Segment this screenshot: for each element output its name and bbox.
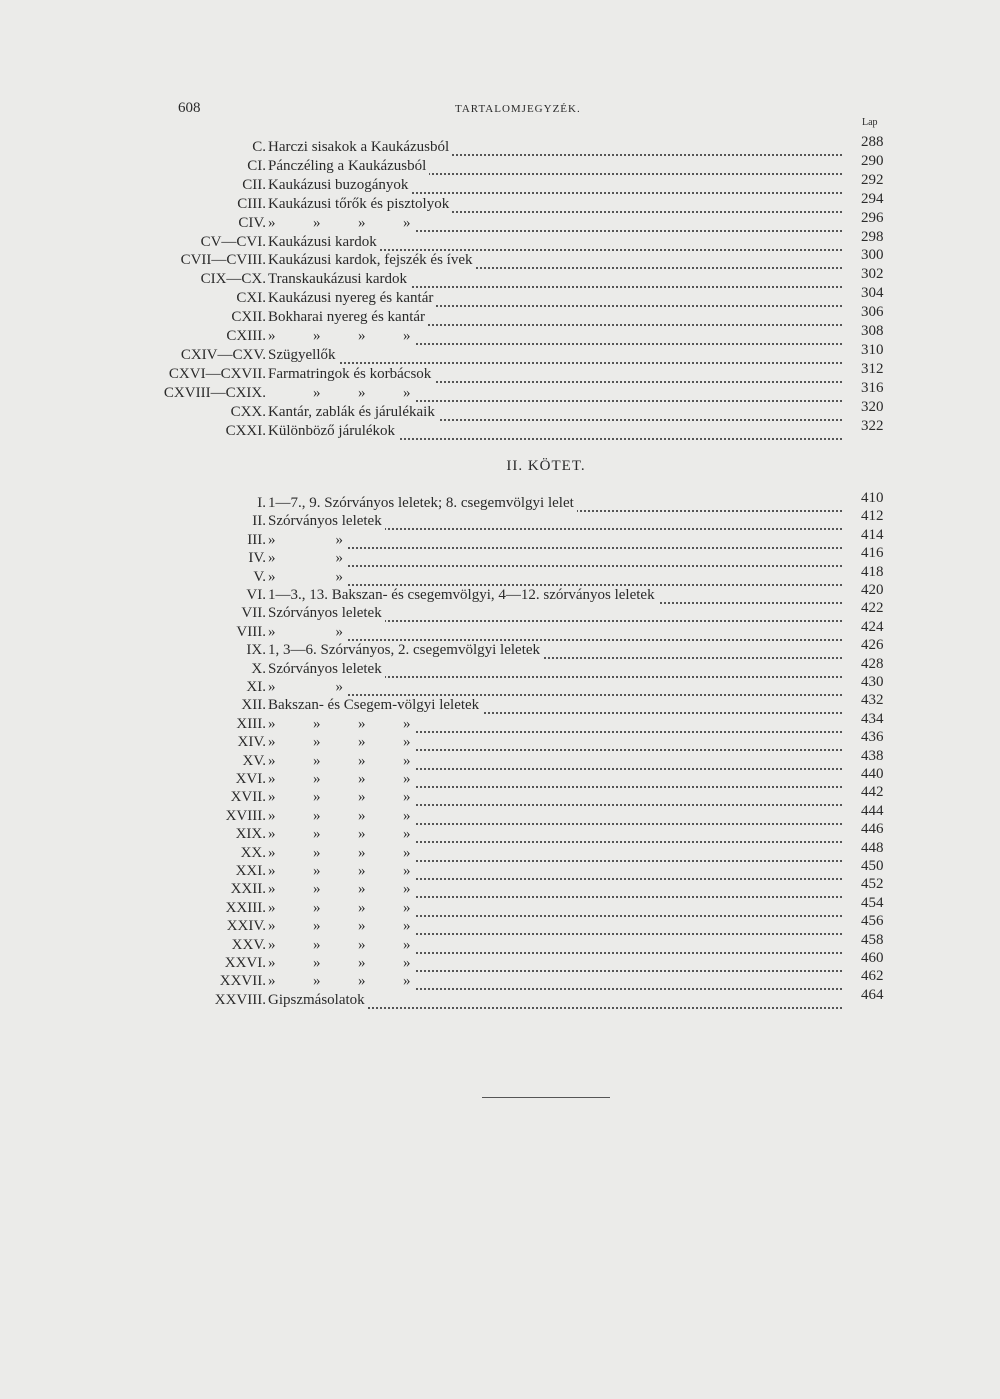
toc-entry: [0, 655, 1000, 678]
entry-title: Kaukázusi buzogányok: [268, 176, 411, 194]
toc-entry: [0, 968, 1000, 990]
toc-entry: [0, 950, 1000, 972]
plate-number: XXIII.: [225, 899, 266, 916]
plate-number: CV—CVI.: [200, 233, 266, 250]
toc-entry: [0, 839, 1000, 862]
toc-entry: [0, 508, 1000, 530]
toc-entry: [0, 247, 1000, 269]
dot-leader: [268, 680, 842, 696]
page-reference: 420: [861, 582, 884, 598]
toc-entry: [0, 894, 1000, 917]
page-reference: 432: [861, 692, 884, 709]
page-column-label: Lap: [862, 117, 878, 128]
toc-entry: [0, 618, 1000, 641]
entry-title: » » » »: [268, 788, 414, 806]
entry-title: » »: [268, 678, 346, 696]
entry-title: Bokharai nyereg és kantár: [268, 308, 428, 326]
plate-number: CIX—CX.: [200, 271, 266, 288]
page-reference: 304: [861, 285, 884, 302]
plate-number: CXIII.: [226, 328, 266, 344]
page-reference: 458: [861, 931, 884, 948]
page-reference: 430: [861, 674, 884, 690]
plate-number: CIV.: [238, 214, 266, 231]
closing-rule: [482, 1097, 610, 1098]
entry-title: » » »: [268, 384, 414, 402]
toc-entry: [0, 360, 1000, 383]
toc-entry: [0, 526, 1000, 549]
toc-entry: [0, 582, 1000, 604]
entry-title: Transkaukázusi kardok: [268, 270, 410, 288]
toc-entry: [0, 692, 1000, 714]
page-reference: 442: [861, 784, 884, 801]
dot-leader: [268, 533, 842, 549]
entry-title: » » » »: [268, 899, 414, 917]
toc-entry: [0, 821, 1000, 843]
plate-number: XVI.: [235, 771, 266, 787]
plate-number: V.: [253, 568, 266, 585]
dot-leader: [268, 570, 842, 586]
plate-number: CI.: [247, 157, 266, 174]
dot-leader: [268, 551, 842, 567]
entry-title: » » » »: [268, 807, 414, 825]
plate-number: CXII.: [231, 309, 266, 326]
plate-number: II.: [252, 513, 266, 530]
page-reference: 294: [861, 190, 884, 207]
plate-number: VII.: [241, 605, 266, 622]
toc-entry: [0, 152, 1000, 175]
entry-title: Kaukázusi kardok: [268, 233, 380, 251]
plate-number: XX.: [240, 844, 266, 861]
toc-entry: [0, 134, 1000, 156]
toc-entry: [0, 931, 1000, 954]
entry-title: 1—7., 9. Szórványos leletek; 8. csegemvölgyi lelet: [268, 494, 577, 512]
plate-number: XVII.: [230, 789, 266, 806]
entry-title: Harczi sisakok a Kaukázusból: [268, 138, 452, 156]
toc-entry: [0, 729, 1000, 751]
plate-number: XXII.: [230, 881, 266, 898]
toc-entry: [0, 563, 1000, 586]
toc-entry: [0, 986, 1000, 1009]
page-reference: 428: [861, 655, 884, 672]
page-reference: 308: [861, 323, 884, 339]
page-reference: 418: [861, 563, 884, 580]
toc-entry: [0, 802, 1000, 825]
page-reference: 454: [861, 894, 884, 911]
running-head: TARTALOMJEGYZÉK.: [455, 103, 581, 115]
page-reference: 312: [861, 360, 884, 377]
toc-entry: [0, 490, 1000, 512]
page-reference: 448: [861, 839, 884, 856]
dot-leader: [268, 348, 842, 364]
page-reference: 424: [861, 618, 884, 635]
toc-entry: [0, 858, 1000, 880]
entry-title: Farmatringok és korbácsok: [268, 365, 434, 383]
page-reference: 440: [861, 766, 884, 782]
entry-title: » » » »: [268, 214, 414, 232]
entry-title: » » » »: [268, 880, 414, 898]
plate-number: I.: [257, 495, 266, 511]
plate-number: XV.: [242, 752, 266, 769]
entry-title: » » » »: [268, 917, 414, 935]
entry-title: Szórványos leletek: [268, 660, 385, 678]
page-reference: 452: [861, 876, 884, 893]
plate-number: III.: [247, 531, 266, 548]
entry-title: Bakszan- és Csegem-völgyi leletek: [268, 696, 482, 714]
page-reference: 306: [861, 304, 884, 321]
toc-entry: [0, 171, 1000, 194]
toc-entry: [0, 379, 1000, 402]
plate-number: XXI.: [235, 863, 266, 879]
plate-number: CXX.: [230, 403, 266, 420]
plate-number: CVII—CVIII.: [180, 252, 266, 269]
toc-entry: [0, 190, 1000, 213]
entry-title: » » » »: [268, 327, 414, 345]
entry-title: » » » »: [268, 733, 414, 751]
toc-entry: [0, 266, 1000, 288]
entry-title: » »: [268, 531, 346, 549]
page-reference: 410: [861, 490, 884, 506]
entry-title: » » » »: [268, 936, 414, 954]
toc-entry: [0, 285, 1000, 307]
entry-title: 1, 3—6. Szórványos, 2. csegemvölgyi leletek: [268, 641, 543, 659]
page-reference: 298: [861, 228, 884, 245]
toc-entry: [0, 417, 1000, 440]
plate-number: XIV.: [237, 734, 266, 751]
entry-title: » »: [268, 568, 346, 586]
plate-number: XI.: [246, 679, 266, 695]
plate-number: XVIII.: [225, 807, 266, 824]
page-reference: 292: [861, 171, 884, 188]
page-reference: 434: [861, 710, 884, 727]
page-reference: 412: [861, 508, 884, 525]
page-reference: 464: [861, 986, 884, 1003]
volume-heading: II. KÖTET.: [506, 458, 586, 474]
entry-title: Szügyellők: [268, 346, 339, 364]
page-reference: 460: [861, 950, 884, 966]
entry-title: » » » »: [268, 715, 414, 733]
entry-title: » » » »: [268, 825, 414, 843]
toc-entry: [0, 341, 1000, 364]
page-reference: 416: [861, 545, 884, 562]
plate-number: CXI.: [236, 290, 266, 307]
toc-entry: [0, 209, 1000, 232]
page-reference: 444: [861, 802, 884, 819]
plate-number: XIII.: [236, 715, 266, 732]
toc-entry: [0, 600, 1000, 622]
page-reference: 426: [861, 637, 884, 654]
plate-number: XXVII.: [219, 973, 266, 990]
plate-number: CXVI—CXVII.: [168, 365, 266, 382]
entry-title: » » » »: [268, 862, 414, 880]
page-reference: 450: [861, 858, 884, 874]
entry-title: » » » »: [268, 954, 414, 972]
toc-entry: [0, 674, 1000, 696]
entry-title: Kantár, zablák és járulékaik: [268, 403, 438, 421]
page-number: 608: [178, 100, 201, 116]
plate-number: X.: [251, 660, 266, 677]
plate-number: CII.: [242, 176, 266, 193]
entry-title: » » » »: [268, 844, 414, 862]
plate-number: CIII.: [237, 195, 266, 212]
plate-number: XXV.: [231, 936, 266, 953]
entry-title: 1—3., 13. Bakszan- és csegemvölgyi, 4—12. szórványos leletek: [268, 586, 658, 604]
toc-entry: [0, 323, 1000, 345]
plate-number: XIX.: [235, 826, 266, 843]
entry-title: Különböző járulékok: [268, 422, 398, 440]
page-reference: 422: [861, 600, 884, 617]
entry-title: » » » »: [268, 752, 414, 770]
page-reference: 446: [861, 821, 884, 838]
entry-title: Szórványos leletek: [268, 512, 385, 530]
entry-title: » »: [268, 549, 346, 567]
entry-title: Pánczéling a Kaukázusból: [268, 157, 429, 175]
page-reference: 436: [861, 729, 884, 746]
toc-entry: [0, 545, 1000, 567]
entry-title: Gipszmásolatok: [268, 991, 368, 1009]
page-reference: 320: [861, 398, 884, 415]
entry-title: » » » »: [268, 770, 414, 788]
page-reference: 456: [861, 913, 884, 930]
page-reference: 322: [861, 417, 884, 434]
plate-number: C.: [252, 139, 266, 155]
page-reference: 310: [861, 341, 884, 358]
plate-number: IX.: [246, 642, 266, 659]
entry-title: Kaukázusi tőrők és pisztolyok: [268, 195, 452, 213]
page-reference: 300: [861, 247, 884, 264]
toc-entry: [0, 398, 1000, 421]
toc-entry: [0, 766, 1000, 788]
toc-entry: [0, 784, 1000, 806]
page-reference: 296: [861, 209, 884, 226]
toc-entry: [0, 228, 1000, 251]
toc-entry: [0, 747, 1000, 770]
page-reference: 288: [861, 134, 884, 150]
page-reference: 462: [861, 968, 884, 985]
plate-number: VI.: [246, 587, 266, 603]
page-reference: 316: [861, 379, 884, 396]
plate-number: IV.: [248, 550, 266, 567]
toc-entry: [0, 710, 1000, 733]
dot-leader: [268, 625, 842, 641]
entry-title: Kaukázusi kardok, fejszék és ívek: [268, 251, 476, 269]
plate-number: XXIV.: [226, 918, 266, 935]
plate-number: CXVIII—CXIX.: [163, 384, 266, 401]
entry-title: » »: [268, 623, 346, 641]
entry-title: » » » »: [268, 972, 414, 990]
toc-entry: [0, 876, 1000, 898]
page-reference: 438: [861, 747, 884, 764]
entry-title: Kaukázusi nyereg és kantár: [268, 289, 436, 307]
toc-entry: [0, 913, 1000, 935]
plate-number: CXXI.: [225, 422, 266, 439]
page-reference: 290: [861, 152, 884, 169]
plate-number: CXIV—CXV.: [180, 346, 266, 363]
plate-number: XII.: [241, 697, 266, 714]
toc-entry: [0, 637, 1000, 659]
toc-entry: [0, 304, 1000, 326]
page-reference: 414: [861, 526, 884, 543]
plate-number: XXVIII.: [214, 991, 266, 1008]
plate-number: XXVI.: [224, 955, 266, 971]
page-reference: 302: [861, 266, 884, 283]
entry-title: Szórványos leletek: [268, 604, 385, 622]
plate-number: VIII.: [236, 623, 266, 640]
